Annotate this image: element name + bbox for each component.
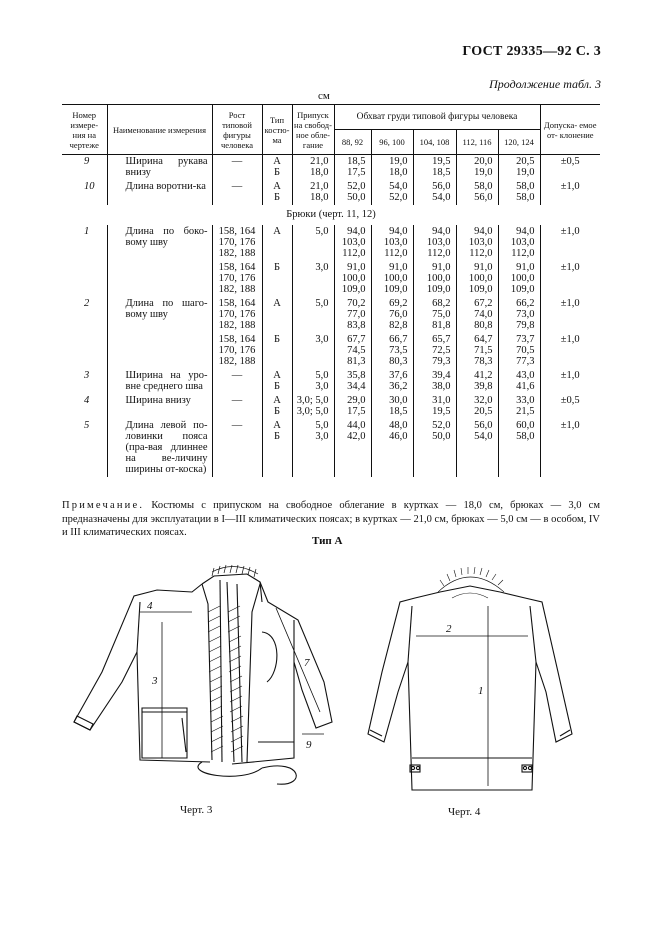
- allowance-value: 5,0: [292, 297, 334, 333]
- height-value: —: [212, 419, 262, 477]
- measure-name: Длина левой по-ловинки пояса (пра-вая длиннее на ве-личину ширины от-коска): [107, 419, 212, 477]
- tolerance-value: ±1,0: [540, 419, 600, 477]
- size-value: 67,7 74,5 81,3: [334, 333, 371, 369]
- size-value: 54,0 52,0: [371, 180, 413, 205]
- suit-type: А Б: [262, 180, 292, 205]
- table-continuation: Продолжение табл. 3: [489, 77, 601, 91]
- jacket-back-outline: [368, 586, 572, 790]
- allowance-value: 5,0 3,0: [292, 419, 334, 477]
- measure-number: 5: [84, 420, 90, 431]
- measurement-table: [62, 104, 600, 477]
- height-value: 158, 164 170, 176 182, 188: [212, 225, 262, 261]
- allowance-value: 3,0; 5,0 3,0; 5,0: [292, 394, 334, 419]
- size-value: 56,0 54,0: [413, 180, 456, 205]
- size-value: 69,2 76,0 82,8: [371, 297, 413, 333]
- size-value: 35,8 34,4: [334, 369, 371, 394]
- size-value: 33,0 21,5: [498, 394, 540, 419]
- size-value: 19,5 18,5: [413, 155, 456, 181]
- size-value: 48,0 46,0: [371, 419, 413, 477]
- measure-number: 3: [84, 370, 90, 381]
- size-value: 30,0 18,5: [371, 394, 413, 419]
- height-value: —: [212, 180, 262, 205]
- size-value: 52,0 50,0: [413, 419, 456, 477]
- suit-type: А: [262, 297, 292, 333]
- tolerance-value: ±1,0: [540, 369, 600, 394]
- size-value: 58,0 58,0: [498, 180, 540, 205]
- col-size-header: 88, 92: [334, 130, 371, 155]
- suit-type: Б: [262, 261, 292, 297]
- size-value: 39,4 38,0: [413, 369, 456, 394]
- size-value: 67,2 74,0 80,8: [456, 297, 498, 333]
- size-value: 43,0 41,6: [498, 369, 540, 394]
- section-title-trousers: Брюки (черт. 11, 12): [286, 209, 376, 220]
- measure-name: [107, 261, 212, 297]
- tolerance-value: ±1,0: [540, 261, 600, 297]
- suit-type: А Б: [262, 155, 292, 181]
- size-value: 56,0 54,0: [456, 419, 498, 477]
- size-value: 20,0 19,0: [456, 155, 498, 181]
- size-value: 31,0 19,5: [413, 394, 456, 419]
- size-value: 18,5 17,5: [334, 155, 371, 181]
- jacket-front-drawing: [62, 562, 352, 802]
- dimension-lines: [140, 608, 324, 758]
- size-value: 94,0 103,0 112,0: [413, 225, 456, 261]
- size-value: 91,0 100,0 109,0: [413, 261, 456, 297]
- size-value: 91,0 100,0 109,0: [371, 261, 413, 297]
- size-value: 70,2 77,0 83,8: [334, 297, 371, 333]
- height-value: 158, 164 170, 176 182, 188: [212, 333, 262, 369]
- size-value: 19,0 18,0: [371, 155, 413, 181]
- jacket-outline: [74, 574, 332, 764]
- measure-number: 10: [84, 181, 95, 192]
- tolerance-value: ±1,0: [540, 225, 600, 261]
- unit-label: см: [318, 90, 330, 102]
- col-tolerance-header: Допуска- емое от- клонение: [540, 105, 600, 155]
- size-value: 94,0 103,0 112,0: [371, 225, 413, 261]
- table-row: [62, 180, 600, 205]
- collar-hatching: [438, 567, 504, 598]
- dim-3-label: 3: [152, 675, 158, 687]
- measure-name: Длина по шаго-вому шву: [107, 297, 212, 333]
- dim-9-label: 9: [306, 739, 312, 751]
- note-lead: Примечание.: [62, 500, 145, 511]
- measure-number: [62, 261, 107, 297]
- size-value: 20,5 19,0: [498, 155, 540, 181]
- table-row: [62, 261, 600, 297]
- table-row: [62, 394, 600, 419]
- size-value: 94,0 103,0 112,0: [456, 225, 498, 261]
- dim-7-label: 7: [304, 657, 310, 669]
- size-value: 73,7 70,5 77,3: [498, 333, 540, 369]
- size-value: 66,2 73,0 79,8: [498, 297, 540, 333]
- col-size-header: 104, 108: [413, 130, 456, 155]
- measure-name: Ширина внизу: [107, 394, 212, 419]
- suit-type: А Б: [262, 419, 292, 477]
- back-dimension-lines: [416, 606, 528, 786]
- size-value: 41,2 39,8: [456, 369, 498, 394]
- table-row: [62, 419, 600, 477]
- table-row: [62, 225, 600, 261]
- measure-name: Длина по боко-вому шву: [107, 225, 212, 261]
- allowance-value: 5,0 3,0: [292, 369, 334, 394]
- table-row: [62, 369, 600, 394]
- suit-type: А Б: [262, 394, 292, 419]
- size-value: 66,7 73,5 80,3: [371, 333, 413, 369]
- tolerance-value: ±1,0: [540, 297, 600, 333]
- col-size-header: 120, 124: [498, 130, 540, 155]
- table-note: [62, 499, 600, 540]
- note-text: Костюмы с припуском на свободное облегание в куртках — 18,0 см, брюках — 3,0 см предназначены для эксплуатации в I—III климатических поясах; в куртках — 21,0 см, брюках — 5,0 см — в особом, IV и III климатических поясах.: [62, 500, 600, 538]
- col-name-header: Наименование измерения: [107, 105, 212, 155]
- measure-name: Ширина на уро-вне среднего шва: [107, 369, 212, 394]
- col-size-header: 112, 116: [456, 130, 498, 155]
- size-value: 91,0 100,0 109,0: [498, 261, 540, 297]
- height-value: —: [212, 369, 262, 394]
- col-chest-group-header: Обхват груди типовой фигуры человека: [334, 105, 540, 130]
- height-value: 158, 164 170, 176 182, 188: [212, 261, 262, 297]
- size-value: 91,0 100,0 109,0: [334, 261, 371, 297]
- allowance-value: 3,0: [292, 261, 334, 297]
- allowance-value: 5,0: [292, 225, 334, 261]
- size-value: 44,0 42,0: [334, 419, 371, 477]
- size-value: 65,7 72,5 79,3: [413, 333, 456, 369]
- size-value: 60,0 58,0: [498, 419, 540, 477]
- size-value: 68,2 75,0 81,8: [413, 297, 456, 333]
- dim-4-label: 4: [147, 600, 153, 612]
- allowance-value: 21,0 18,0: [292, 155, 334, 181]
- suit-type: Б: [262, 333, 292, 369]
- tolerance-value: ±0,5: [540, 394, 600, 419]
- col-allowance-header: Припуск на свобод- ное обле- гание: [292, 105, 334, 155]
- tolerance-value: ±1,0: [540, 180, 600, 205]
- measure-name: Ширина рукава внизу: [107, 155, 212, 181]
- col-height-header: Рост типовой фигуры человека: [212, 105, 262, 155]
- drawstring: [198, 762, 296, 784]
- caption-drawing-3: Черт. 3: [180, 804, 213, 816]
- jacket-back-drawing: [360, 562, 580, 802]
- suit-type: А Б: [262, 369, 292, 394]
- measure-number: [62, 333, 107, 369]
- height-value: —: [212, 155, 262, 181]
- measure-number: 1: [84, 226, 90, 237]
- tolerance-value: ±0,5: [540, 155, 600, 181]
- allowance-value: 3,0: [292, 333, 334, 369]
- table-row: [62, 297, 600, 333]
- height-value: —: [212, 394, 262, 419]
- suit-type: А: [262, 225, 292, 261]
- table-row: [62, 155, 600, 181]
- measure-number: 4: [84, 395, 90, 406]
- allowance-value: 21,0 18,0: [292, 180, 334, 205]
- measure-name: [107, 333, 212, 369]
- col-size-header: 96, 100: [371, 130, 413, 155]
- page-header: ГОСТ 29335—92 С. 3: [462, 44, 601, 59]
- measure-number: 2: [84, 298, 90, 309]
- caption-drawing-4: Черт. 4: [448, 806, 481, 818]
- tolerance-value: ±1,0: [540, 333, 600, 369]
- size-value: 94,0 103,0 112,0: [334, 225, 371, 261]
- figure-title: Тип А: [312, 535, 343, 547]
- size-value: 52,0 50,0: [334, 180, 371, 205]
- size-value: 64,7 71,5 78,3: [456, 333, 498, 369]
- table-row: [62, 333, 600, 369]
- col-type-header: Тип костю- ма: [262, 105, 292, 155]
- size-value: 37,6 36,2: [371, 369, 413, 394]
- col-num-header: Номер измере- ния на чертеже: [62, 105, 107, 155]
- size-value: 58,0 56,0: [456, 180, 498, 205]
- size-value: 94,0 103,0 112,0: [498, 225, 540, 261]
- dim-1-label: 1: [478, 685, 484, 697]
- measure-number: 9: [84, 156, 90, 167]
- dim-2-label: 2: [446, 623, 452, 635]
- size-value: 29,0 17,5: [334, 394, 371, 419]
- height-value: 158, 164 170, 176 182, 188: [212, 297, 262, 333]
- size-value: 32,0 20,5: [456, 394, 498, 419]
- measure-name: Длина воротни-ка: [107, 180, 212, 205]
- size-value: 91,0 100,0 109,0: [456, 261, 498, 297]
